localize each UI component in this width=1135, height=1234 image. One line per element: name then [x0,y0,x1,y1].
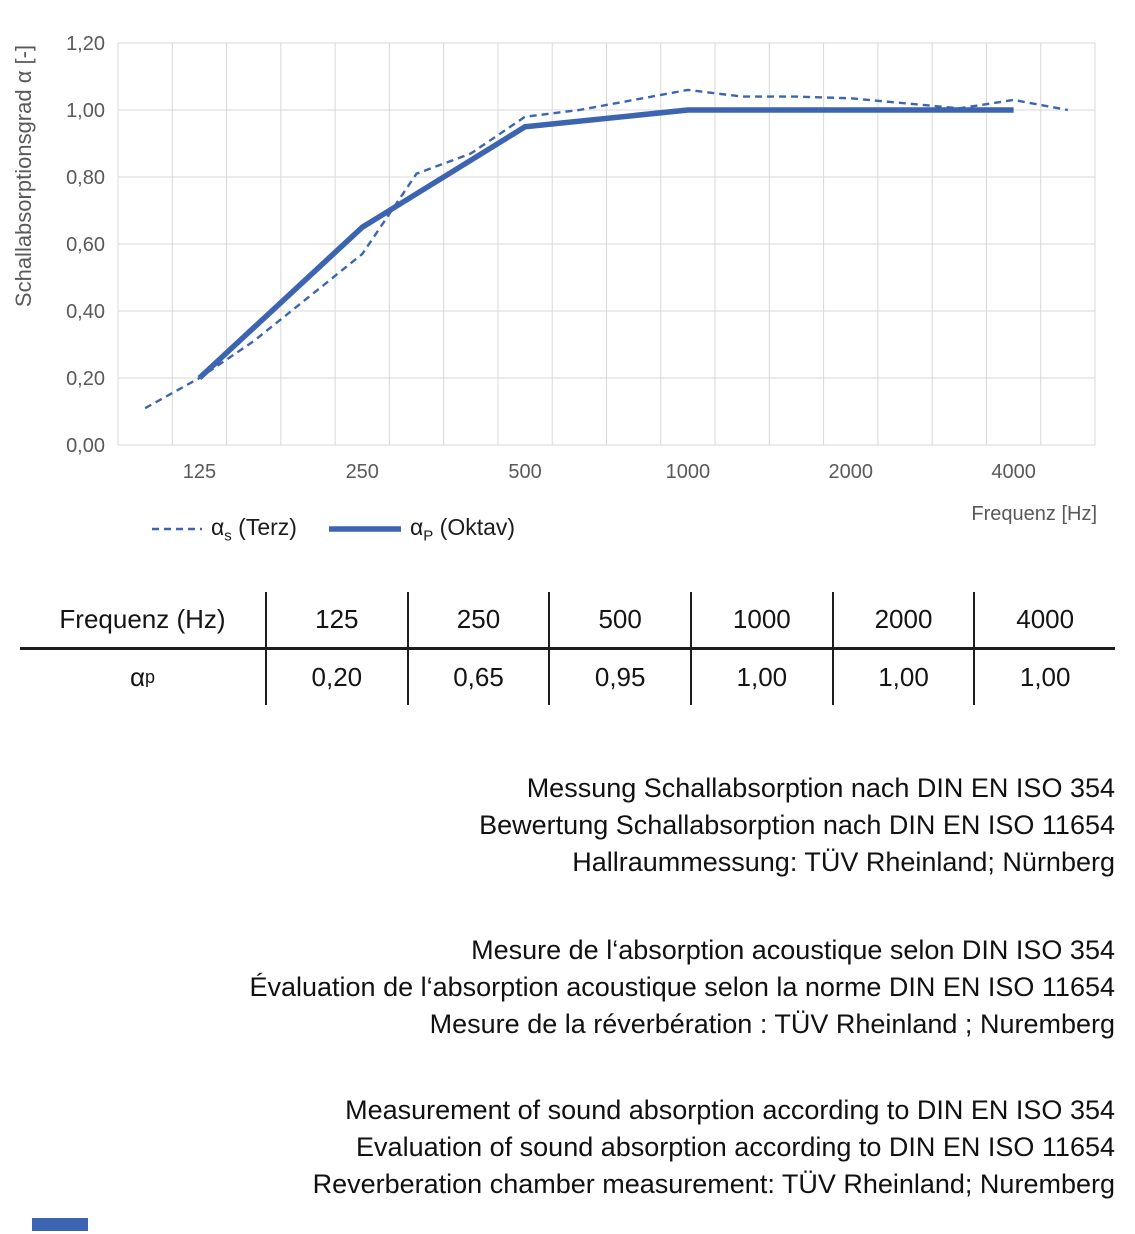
dashed-line-sample [152,525,202,533]
table-header-2000: 2000 [832,592,974,650]
y-tick-label: 1,00 [66,100,105,122]
legend-label-alpha-s: $\alpha_s$ (Terz) [211,514,297,545]
note-line-en-1: Measurement of sound absorption according to DIN EN ISO 354 [345,1095,1115,1125]
x-tick-label: 2000 [828,461,873,483]
x-tick-label: 4000 [991,461,1036,483]
table-value-4000: 1,00 [973,650,1115,705]
note-line-en-3: Reverberation chamber measurement: TÜV Rheinland; Nuremberg [312,1169,1115,1199]
chart-tick-labels [66,33,1036,483]
note-line-fr-2: Évaluation de l‘absorption acoustique selon la norme DIN EN ISO 11654 [249,972,1115,1002]
legend-label-alpha-p: $\alpha_P$ (Oktav) [409,514,516,545]
chart-legend [152,514,515,545]
x-tick-label: 250 [345,461,379,483]
table-header-125: 125 [265,592,407,650]
x-tick-label: 1000 [665,461,711,483]
table-value-1000: 1,00 [690,650,832,705]
note-line-de-2: Bewertung Schallabsorption nach DIN EN ISO 11654 [479,810,1115,840]
notes-german [0,770,1115,881]
y-tick-label: 0,20 [66,368,105,390]
note-line-fr-3: Mesure de la réverbération : TÜV Rheinland ; Nuremberg [429,1009,1115,1039]
table-header-frequency: Frequenz (Hz) [20,592,265,650]
note-line-en-2: Evaluation of sound absorption according to DIN EN ISO 11654 [356,1132,1115,1162]
table-header-500: 500 [548,592,690,650]
table-value-125: 0,20 [265,650,407,705]
footer-accent-bar [32,1218,88,1231]
legend-item-alpha-p [329,514,515,545]
y-tick-label: 0,60 [66,234,105,256]
solid-line-sample [329,525,401,533]
note-line-fr-1: Mesure de l‘absorption acoustique selon DIN ISO 354 [471,935,1115,965]
absorption-chart [0,0,1135,575]
notes-french [0,932,1115,1043]
y-tick-label: 1,20 [66,33,105,55]
table-value-250: 0,65 [407,650,549,705]
alpha-p-table [20,592,1115,705]
x-axis-title: Frequenz [Hz] [971,503,1097,525]
table-row-label-alpha-p: α p [129,662,156,692]
note-line-de-1: Messung Schallabsorption nach DIN EN ISO 354 [526,773,1115,803]
chart-canvas [0,0,1135,575]
y-axis-title: Schallabsorptionsgrad α [-] [11,44,36,308]
y-tick-label: 0,80 [66,167,105,189]
x-tick-label: 125 [182,461,217,483]
table-header-4000: 4000 [973,592,1115,650]
chart-grid [118,43,1095,445]
table-header-250: 250 [407,592,549,650]
note-line-de-3: Hallraummessung: TÜV Rheinland; Nürnberg [572,847,1115,877]
y-tick-label: 0,40 [66,301,105,323]
legend-item-alpha-s [152,514,297,545]
table-value-2000: 1,00 [832,650,974,705]
table-header-1000: 1000 [690,592,832,650]
notes-english [0,1092,1115,1203]
x-tick-label: 500 [508,461,542,483]
y-tick-label: 0,00 [66,435,105,457]
table-value-500: 0,95 [548,650,690,705]
